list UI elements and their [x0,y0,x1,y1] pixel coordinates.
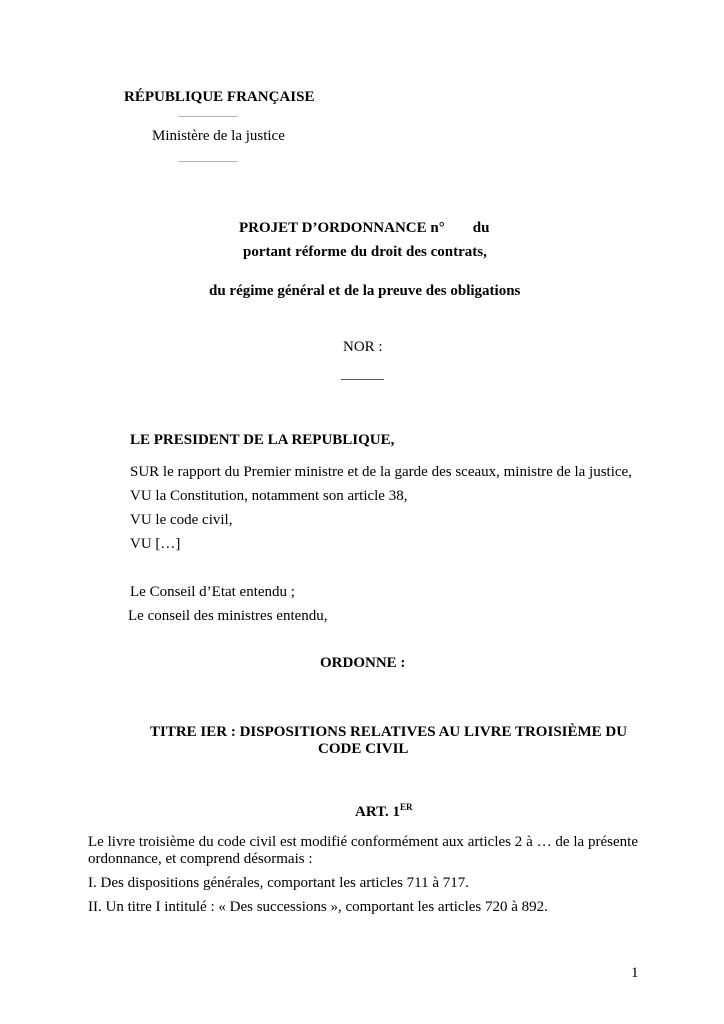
ordinance-title-line1 [239,220,489,237]
article-body-line1: Le livre troisième du code civil est modifié conformément aux articles 2 à … de la présente [88,834,638,850]
ordinance-title-main: PROJET D’ORDONNANCE n° [239,220,445,236]
article-label: ART. 1 [355,804,401,820]
ordonne-heading: ORDONNE : [320,655,406,671]
article-item: I. Des dispositions générales, comportant les articles 711 à 717. [88,875,470,891]
republic-heading: RÉPUBLIQUE FRANÇAISE [124,89,315,105]
nor-label: NOR : [343,339,383,355]
president-heading: LE PRESIDENT DE LA REPUBLIQUE, [130,432,395,448]
visa-line: SUR le rapport du Premier ministre et de la garde des sceaux, ministre de la justice, [130,464,632,480]
visa-line: VU la Constitution, notamment son article 38, [130,488,408,504]
ordinance-title-du: du [472,220,490,236]
article-body-line2: ordonnance, et comprend désormais : [88,851,313,867]
header-rule-bottom [178,161,238,162]
visa-line: VU le code civil, [130,512,233,528]
ministry-name: Ministère de la justice [152,128,285,144]
article-heading [355,802,413,821]
ordinance-title-line3: du régime général et de la preuve des obligations [209,283,521,299]
page-number: 1 [631,965,639,981]
titre-heading-line1: TITRE IER : DISPOSITIONS RELATIVES AU LIVRE TROISIÈME DU [150,724,628,740]
header-rule-top [178,116,238,117]
article-sup: ER [400,802,413,812]
nor-rule [341,379,384,380]
ordinance-title-line2: portant réforme du droit des contrats, [243,244,487,260]
article-item: II. Un titre I intitulé : « Des successions », comportant les articles 720 à 892. [88,899,548,915]
conseil-etat-line: Le Conseil d’Etat entendu ; [130,584,295,600]
titre-heading-line2: CODE CIVIL [318,741,409,757]
visa-line: VU […] [130,536,181,552]
conseil-ministres-line: Le conseil des ministres entendu, [128,608,328,624]
